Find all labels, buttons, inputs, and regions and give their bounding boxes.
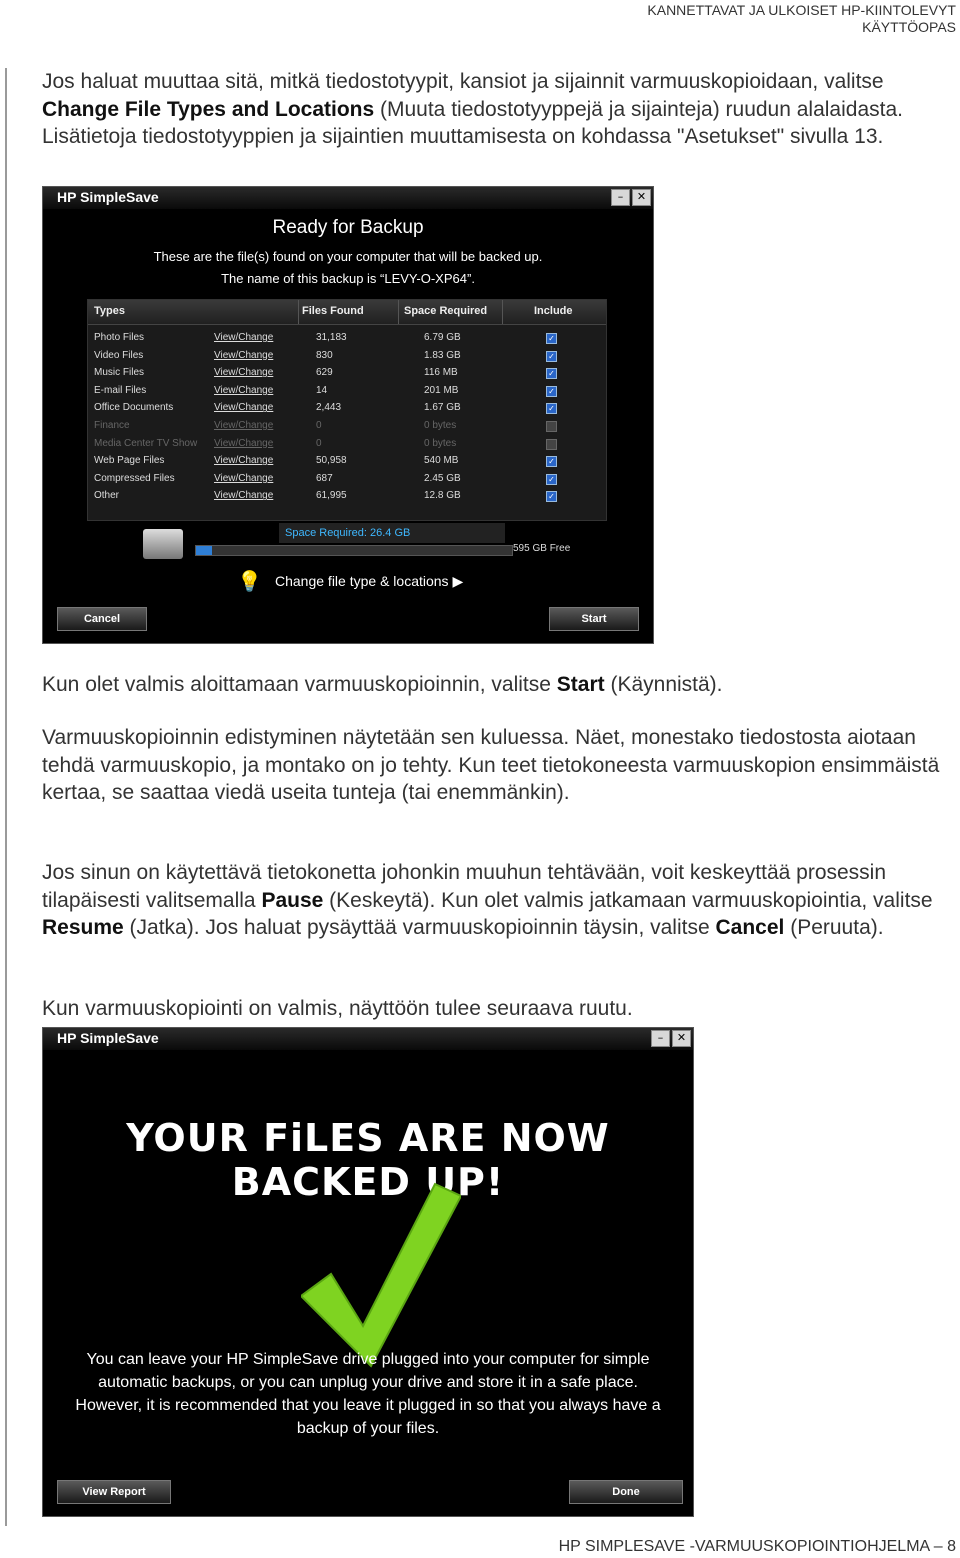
table-row <box>88 453 606 470</box>
files-found-value: 0 <box>316 420 322 431</box>
column-space-required: Space Required <box>404 305 488 317</box>
space-required-value: 6.79 GB <box>424 332 461 343</box>
include-checkbox[interactable]: ✓ <box>546 368 557 379</box>
minimize-icon[interactable]: – <box>651 1030 670 1047</box>
checkmark-icon <box>301 1178 461 1368</box>
backed-up-heading: YOUR FiLES ARE NOW BACKED UP! <box>126 1116 610 1204</box>
p4-bold-cancel: Cancel <box>715 916 785 939</box>
include-checkbox[interactable] <box>546 421 557 432</box>
table-row <box>88 383 606 400</box>
files-found-value: 31,183 <box>316 332 347 343</box>
p4-bold-pause: Pause <box>261 888 324 912</box>
p2-text-a: Kun olet valmis aloittamaan varmuuskopioinnin, valitse <box>42 673 557 696</box>
minimize-icon[interactable]: – <box>611 189 630 206</box>
file-type-label: Media Center TV Show <box>94 437 198 449</box>
space-required-value: 1.67 GB <box>424 402 461 414</box>
view-change-link[interactable]: View/Change <box>214 402 274 414</box>
space-usage-bar <box>195 545 513 556</box>
drive-icon <box>143 529 183 559</box>
view-change-link[interactable]: View/Change <box>214 472 274 484</box>
backup-info-message: You can leave your HP SimpleSave drive plugged into your computer for simple automatic backups, or you can unplug your drive and store it in a safe place. However, it is recommended that you leave it plugged in so that you always have a backup of your files. <box>75 1351 661 1437</box>
table-row <box>88 436 606 453</box>
window-title: HP SimpleSave <box>57 1030 159 1046</box>
p1-bold: Change File Types and Locations <box>42 97 375 121</box>
cancel-button[interactable]: Cancel <box>57 607 147 631</box>
dialog-subtitle-1: These are the file(s) found on your computer that will be backed up. <box>153 249 543 264</box>
files-found-value: 830 <box>316 349 333 361</box>
header-line-1: KANNETTAVAT JA ULKOISET HP-KIINTOLEVYT <box>647 2 956 18</box>
view-change-link[interactable]: View/Change <box>214 420 274 431</box>
space-required-value: 116 MB <box>424 367 458 379</box>
file-type-label: Music Files <box>94 367 145 379</box>
file-type-label: Finance <box>94 420 130 431</box>
include-checkbox[interactable]: ✓ <box>546 491 557 502</box>
table-header <box>88 300 606 325</box>
table-row <box>88 471 606 488</box>
p4-text-g: (Peruuta). <box>784 916 884 939</box>
view-change-link[interactable]: View/Change <box>214 332 274 343</box>
file-type-label: Compressed Files <box>94 472 175 484</box>
file-type-label: Web Page Files <box>94 455 165 467</box>
files-found-value: 687 <box>316 472 333 484</box>
space-required-value: 0 bytes <box>424 420 457 431</box>
page-footer: HP SIMPLESAVE -VARMUUSKOPIOINTIOHJELMA – 8 <box>558 1538 956 1555</box>
p4-text-e: (Jatka). Jos haluat pysäyttää varmuuskopioinnin täysin, valitse <box>123 916 716 939</box>
file-type-label: E-mail Files <box>94 384 147 396</box>
files-found-value: 14 <box>316 384 328 396</box>
running-header <box>647 2 956 36</box>
paragraph-change-types <box>42 68 954 151</box>
backup-complete-window <box>42 1027 694 1517</box>
table-row <box>88 330 606 347</box>
column-include: Include <box>534 305 573 317</box>
dialog-subtitle-2: The name of this backup is “LEVY-O-XP64”. <box>221 271 475 286</box>
file-type-label: Other <box>94 490 120 502</box>
files-found-value: 61,995 <box>316 490 347 502</box>
p4-text-a: Jos sinun on käytettävä tietokonetta johonkin muuhun tehtävään, voit keskeyttää prosessin tilapäisesti valitsemalla <box>42 861 887 912</box>
header-line-2: KÄYTTÖOPAS <box>862 19 956 35</box>
view-change-link[interactable]: View/Change <box>214 367 274 379</box>
window-titlebar <box>43 187 653 209</box>
include-checkbox[interactable]: ✓ <box>546 351 557 362</box>
space-required-value: 0 bytes <box>424 437 457 449</box>
view-change-link[interactable]: View/Change <box>214 437 274 449</box>
space-required-value: 2.45 GB <box>424 472 461 484</box>
table-row <box>88 400 606 417</box>
files-found-value: 50,958 <box>316 455 347 467</box>
paragraph-progress: Varmuuskopioinnin edistyminen näytetään sen kuluessa. Näet, monestako tiedostosta aiotaan tehdä varmuuskopio, ja montako on jo tehty. Kun teet tietokoneesta varmuuskopion ensimmäistä kertaa, se saattaa viedä useita tunteja (tai enemmänkin). <box>42 726 940 804</box>
table-row <box>88 488 606 505</box>
column-types: Types <box>94 305 125 317</box>
p2-bold: Start <box>556 673 605 696</box>
view-change-link[interactable]: View/Change <box>214 384 274 396</box>
files-found-value: 0 <box>316 437 322 449</box>
p4-bold-resume: Resume <box>42 916 124 939</box>
ready-for-backup-window <box>42 186 654 644</box>
file-types-table <box>87 299 607 521</box>
paragraph-complete: Kun varmuuskopiointi on valmis, näyttöön tulee seuraava ruutu. <box>42 997 633 1020</box>
window-titlebar <box>43 1028 693 1050</box>
space-required-value: 201 MB <box>424 384 459 396</box>
window-title: HP SimpleSave <box>57 189 159 205</box>
include-checkbox[interactable]: ✓ <box>546 403 557 414</box>
table-row <box>88 418 606 435</box>
space-required-value: 1.83 GB <box>424 349 461 361</box>
view-change-link[interactable]: View/Change <box>214 349 274 361</box>
column-files-found: Files Found <box>302 305 364 317</box>
file-type-label: Office Documents <box>94 402 174 414</box>
view-change-link[interactable]: View/Change <box>214 490 274 502</box>
paragraph-pause-resume <box>42 859 954 942</box>
done-button[interactable]: Done <box>569 1480 683 1504</box>
space-required-value: 12.8 GB <box>424 490 461 502</box>
view-report-button[interactable]: View Report <box>57 1480 171 1504</box>
space-required-value: 540 MB <box>424 455 459 467</box>
include-checkbox[interactable]: ✓ <box>546 386 557 397</box>
include-checkbox[interactable] <box>546 439 557 450</box>
p2-text-c: (Käynnistä). <box>604 673 723 696</box>
p1-text-a: Jos haluat muuttaa sitä, mitkä tiedostotyypit, kansiot ja sijainnit varmuuskopioidaan, valitse <box>42 70 884 93</box>
change-file-types-link[interactable]: Change file type & locations ▶ <box>275 573 464 589</box>
close-icon[interactable]: ✕ <box>672 1030 691 1047</box>
table-row <box>88 365 606 382</box>
file-type-label: Video Files <box>94 349 144 361</box>
table-row <box>88 348 606 365</box>
paragraph-start <box>42 671 954 699</box>
files-found-value: 2,443 <box>316 402 342 414</box>
view-change-link[interactable]: View/Change <box>214 455 274 467</box>
files-found-value: 629 <box>316 367 333 379</box>
dialog-heading: Ready for Backup <box>272 217 424 238</box>
include-checkbox[interactable]: ✓ <box>546 456 557 467</box>
file-type-label: Photo Files <box>94 332 145 343</box>
close-icon[interactable]: ✕ <box>632 189 651 206</box>
include-checkbox[interactable]: ✓ <box>546 474 557 485</box>
space-usage-fill <box>196 546 212 555</box>
include-checkbox[interactable]: ✓ <box>546 333 557 344</box>
free-space-label: 595 GB Free <box>513 543 571 554</box>
p4-text-c: (Keskeytä). Kun olet valmis jatkamaan varmuuskopiointia, valitse <box>323 888 933 912</box>
margin-rule <box>5 68 7 1526</box>
space-required-label: Space Required: 26.4 GB <box>279 523 505 543</box>
lightbulb-icon: 💡 <box>237 569 262 593</box>
start-button[interactable]: Start <box>549 607 639 631</box>
p1-text-c: (Muuta tiedostotyyppejä ja sijainteja) ruudun alalaidasta. Lisätietoja tiedostotyyppien ja sijaintien muuttamisesta on kohdassa "Asetukset" sivulla 13. <box>42 97 903 148</box>
